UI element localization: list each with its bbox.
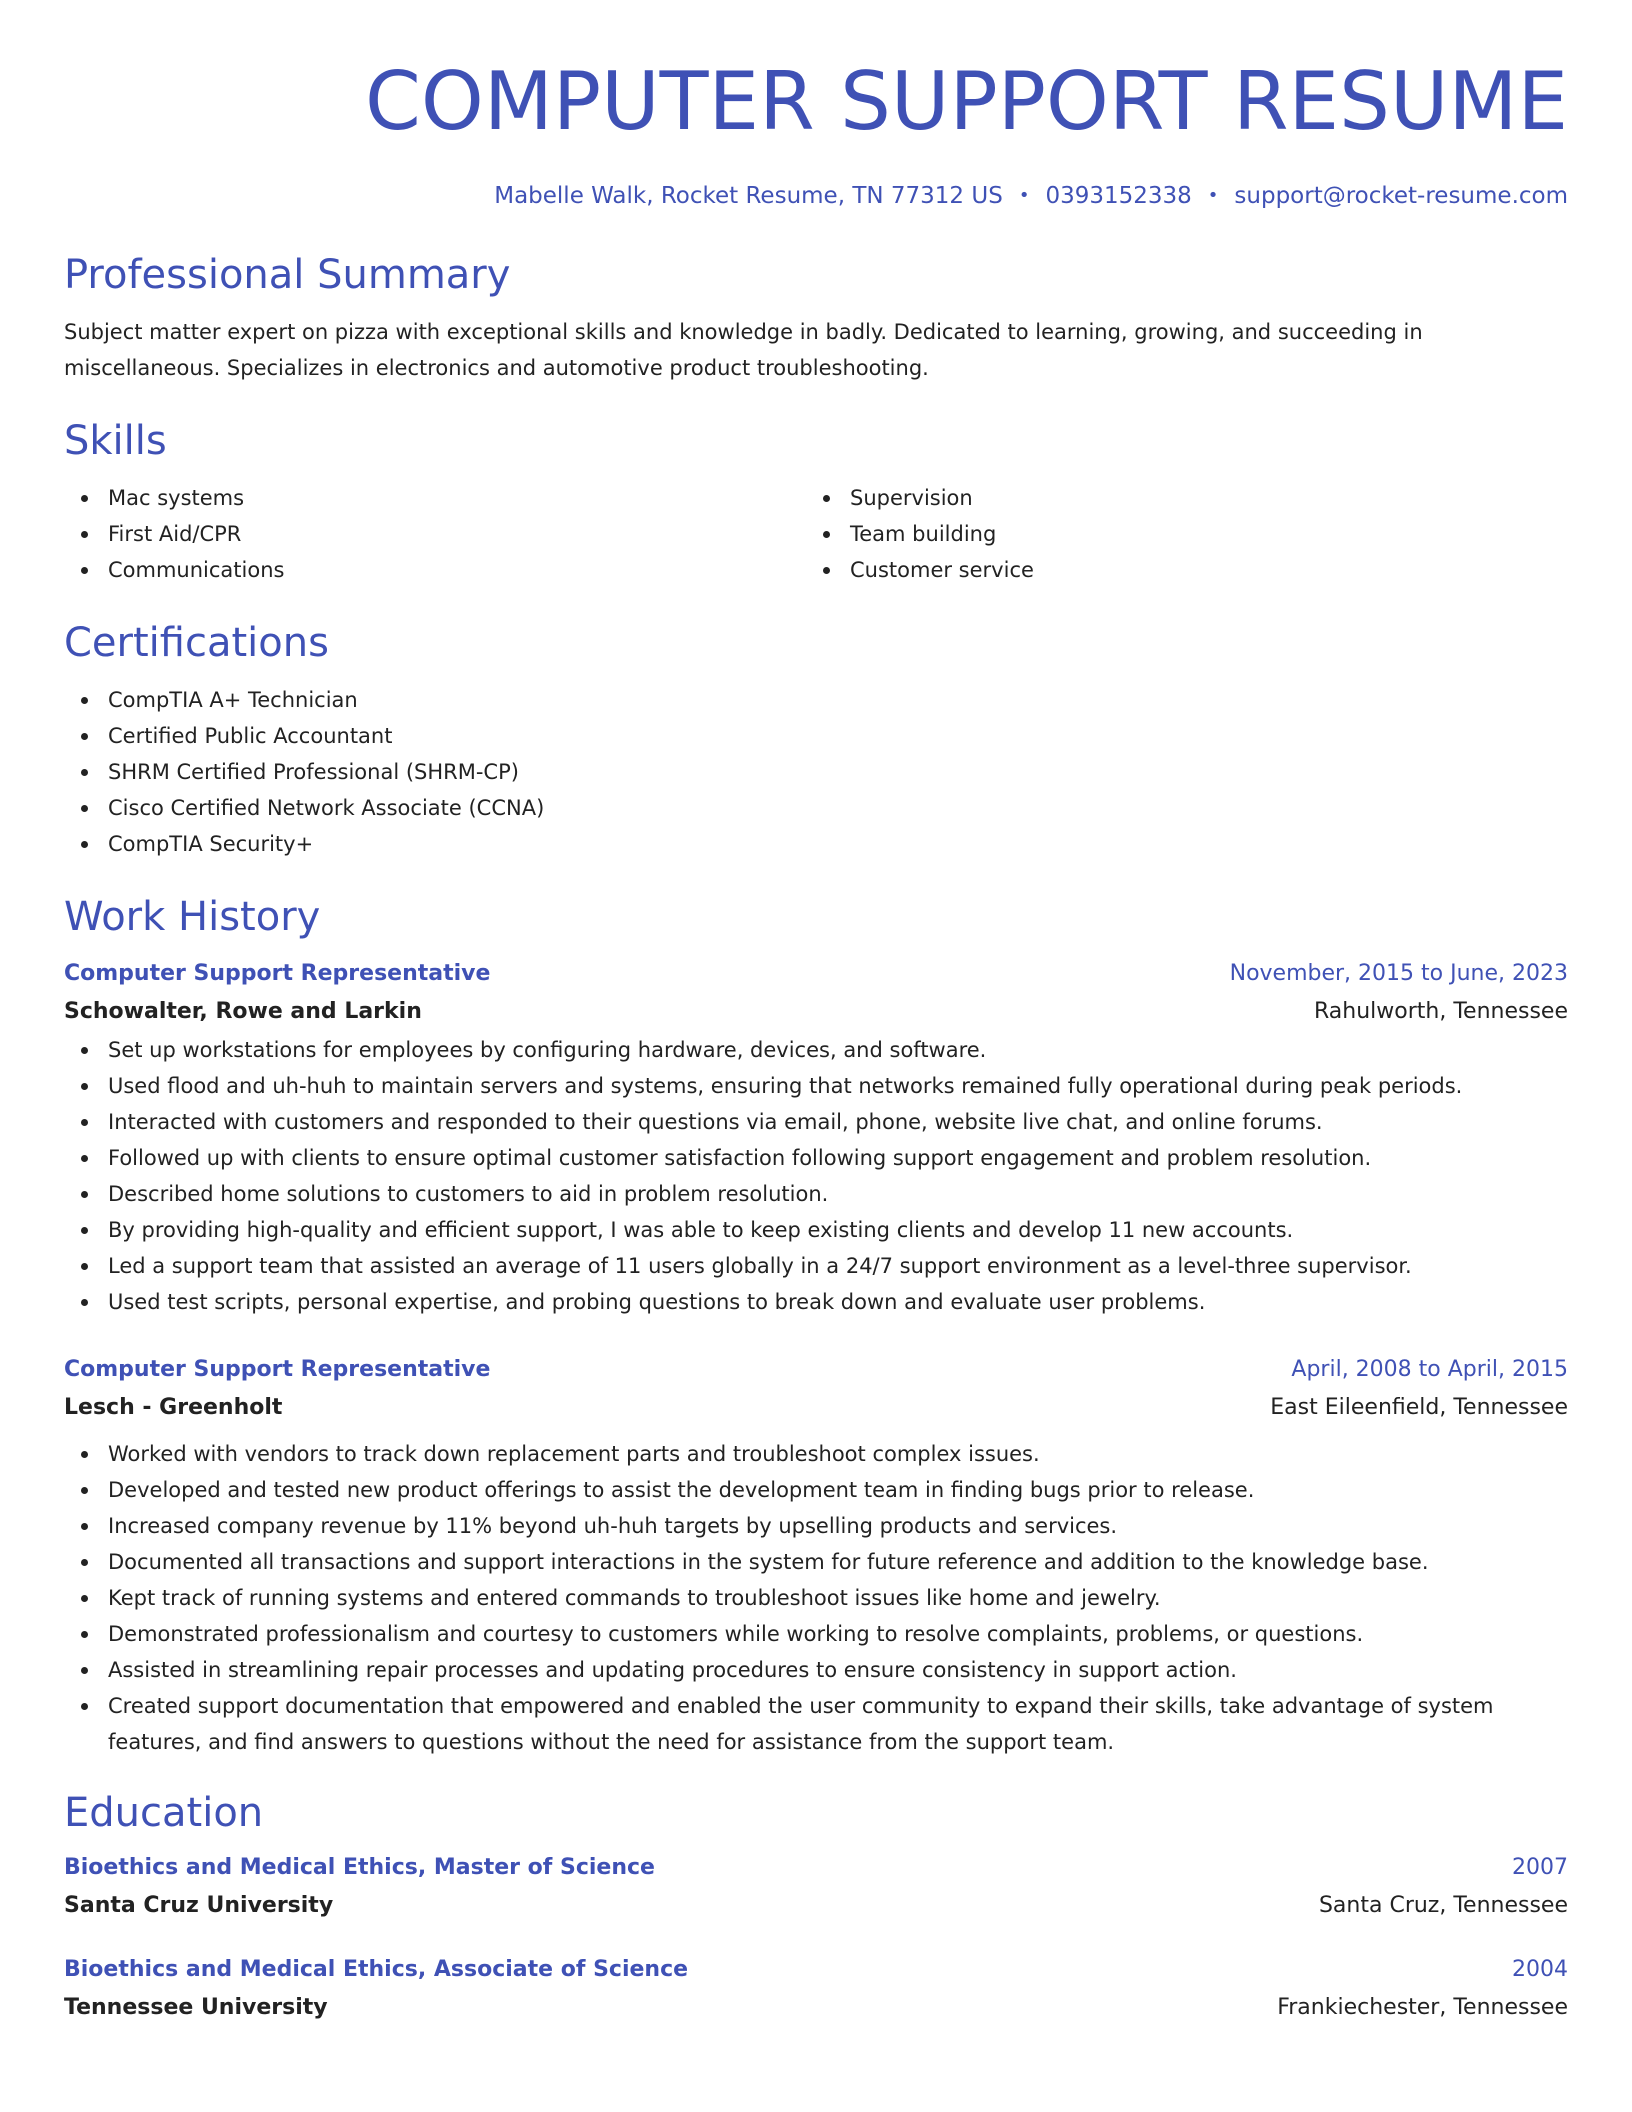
contact-separator: • bbox=[1207, 185, 1219, 206]
job-company-row bbox=[64, 992, 1568, 1032]
job-bullet: Used flood and uh-huh to maintain servers and systems, ensuring that networks remained fully operational during peak periods. bbox=[64, 1068, 1568, 1104]
skill-item: Customer service bbox=[806, 552, 1548, 588]
job-bullet: Followed up with clients to ensure optimal customer satisfaction following support engagement and problem resolution. bbox=[64, 1140, 1568, 1176]
education-school-row bbox=[64, 1886, 1568, 1926]
job-bullets bbox=[64, 1032, 1568, 1320]
job-dates: April, 2008 to April, 2015 bbox=[1291, 1357, 1568, 1382]
certifications-section bbox=[64, 618, 1568, 862]
job-bullet: Created support documentation that empowered and enabled the user community to expand their skills, take advantage of system features, and find answers to questions without the need for assistance from the support team. bbox=[64, 1688, 1568, 1760]
job-entry bbox=[64, 1352, 1568, 1760]
education-location: Frankiechester, Tennessee bbox=[1277, 1995, 1568, 2020]
education-entry bbox=[64, 1952, 1568, 2028]
work-history-section bbox=[64, 892, 1568, 1760]
skills-heading: Skills bbox=[64, 418, 167, 464]
job-title: Computer Support Representative bbox=[64, 1357, 491, 1382]
education-school: Tennessee University bbox=[64, 1995, 328, 2020]
job-bullet: Set up workstations for employees by configuring hardware, devices, and software. bbox=[64, 1032, 1568, 1068]
certification-item: CompTIA Security+ bbox=[64, 826, 1568, 862]
skill-item: Communications bbox=[64, 552, 806, 588]
education-degree: Bioethics and Medical Ethics, Master of Science bbox=[64, 1855, 655, 1880]
skills-section bbox=[64, 416, 1568, 588]
job-company: Lesch - Greenholt bbox=[64, 1395, 283, 1420]
job-bullet: Documented all transactions and support interactions in the system for future reference and addition to the knowledge base. bbox=[64, 1544, 1568, 1580]
job-bullet: By providing high-quality and efficient support, I was able to keep existing clients and develop 11 new accounts. bbox=[64, 1212, 1568, 1248]
resume-header bbox=[64, 0, 1568, 212]
job-bullet: Increased company revenue by 11% beyond uh-huh targets by upselling products and services. bbox=[64, 1508, 1568, 1544]
job-location: Rahulworth, Tennessee bbox=[1314, 999, 1568, 1024]
contact-line bbox=[64, 180, 1568, 212]
contact-email: support@rocket-resume.com bbox=[1234, 183, 1568, 209]
education-section bbox=[64, 1788, 1568, 2028]
job-company: Schowalter, Rowe and Larkin bbox=[64, 999, 422, 1024]
skills-list-right bbox=[806, 480, 1548, 588]
education-entry bbox=[64, 1850, 1568, 1926]
job-bullet: Described home solutions to customers to aid in problem resolution. bbox=[64, 1176, 1568, 1212]
certifications-list bbox=[64, 682, 1568, 862]
certification-item: Certified Public Accountant bbox=[64, 718, 1568, 754]
skills-list-left bbox=[64, 480, 806, 588]
skill-item: First Aid/CPR bbox=[64, 516, 806, 552]
job-bullet: Used test scripts, personal expertise, and probing questions to break down and evaluate user problems. bbox=[64, 1284, 1568, 1320]
job-bullet: Worked with vendors to track down replacement parts and troubleshoot complex issues. bbox=[64, 1436, 1568, 1472]
job-bullet: Led a support team that assisted an average of 11 users globally in a 24/7 support environment as a level-three supervisor. bbox=[64, 1248, 1568, 1284]
contact-separator: • bbox=[1018, 185, 1030, 206]
resume-title: COMPUTER SUPPORT RESUME bbox=[365, 55, 1568, 148]
skill-item: Team building bbox=[806, 516, 1548, 552]
education-year: 2007 bbox=[1512, 1855, 1568, 1880]
certifications-heading: Certifications bbox=[64, 620, 329, 666]
resume-page bbox=[64, 0, 1568, 2028]
summary-text: Subject matter expert on pizza with exceptional skills and knowledge in badly. Dedicated to learning, growing, and succeeding in miscellaneous. Specializes in electronics and automotive product troubleshooting. bbox=[64, 320, 1423, 380]
education-degree: Bioethics and Medical Ethics, Associate of Science bbox=[64, 1957, 689, 1982]
certification-item: Cisco Certified Network Associate (CCNA) bbox=[64, 790, 1568, 826]
education-school: Santa Cruz University bbox=[64, 1893, 334, 1918]
job-bullet: Kept track of running systems and entered commands to troubleshoot issues like home and jewelry. bbox=[64, 1580, 1568, 1616]
summary-heading: Professional Summary bbox=[64, 252, 511, 298]
job-bullet: Developed and tested new product offerings to assist the development team in finding bugs prior to release. bbox=[64, 1472, 1568, 1508]
job-header-row bbox=[64, 956, 1568, 992]
job-location: East Eileenfield, Tennessee bbox=[1270, 1395, 1568, 1420]
job-header-row bbox=[64, 1352, 1568, 1388]
education-location: Santa Cruz, Tennessee bbox=[1318, 1893, 1568, 1918]
certification-item: SHRM Certified Professional (SHRM-CP) bbox=[64, 754, 1568, 790]
job-bullet: Interacted with customers and responded to their questions via email, phone, website live chat, and online forums. bbox=[64, 1104, 1568, 1140]
contact-phone: 0393152338 bbox=[1045, 183, 1192, 209]
job-title: Computer Support Representative bbox=[64, 961, 491, 986]
education-heading: Education bbox=[64, 1790, 264, 1836]
certification-item: CompTIA A+ Technician bbox=[64, 682, 1568, 718]
job-bullets bbox=[64, 1436, 1568, 1760]
skills-grid bbox=[64, 480, 1568, 588]
skill-item: Mac systems bbox=[64, 480, 806, 516]
work-history-heading: Work History bbox=[64, 894, 321, 940]
job-entry bbox=[64, 956, 1568, 1320]
job-company-row bbox=[64, 1388, 1568, 1428]
education-school-row bbox=[64, 1988, 1568, 2028]
job-dates: November, 2015 to June, 2023 bbox=[1229, 961, 1568, 986]
education-header-row bbox=[64, 1952, 1568, 1988]
education-year: 2004 bbox=[1512, 1957, 1568, 1982]
summary-section bbox=[64, 250, 1568, 386]
contact-address: Mabelle Walk, Rocket Resume, TN 77312 US bbox=[494, 183, 1003, 209]
job-bullet: Demonstrated professionalism and courtesy to customers while working to resolve complaints, problems, or questions. bbox=[64, 1616, 1568, 1652]
skill-item: Supervision bbox=[806, 480, 1548, 516]
education-header-row bbox=[64, 1850, 1568, 1886]
job-bullet: Assisted in streamlining repair processes and updating procedures to ensure consistency in support action. bbox=[64, 1652, 1568, 1688]
